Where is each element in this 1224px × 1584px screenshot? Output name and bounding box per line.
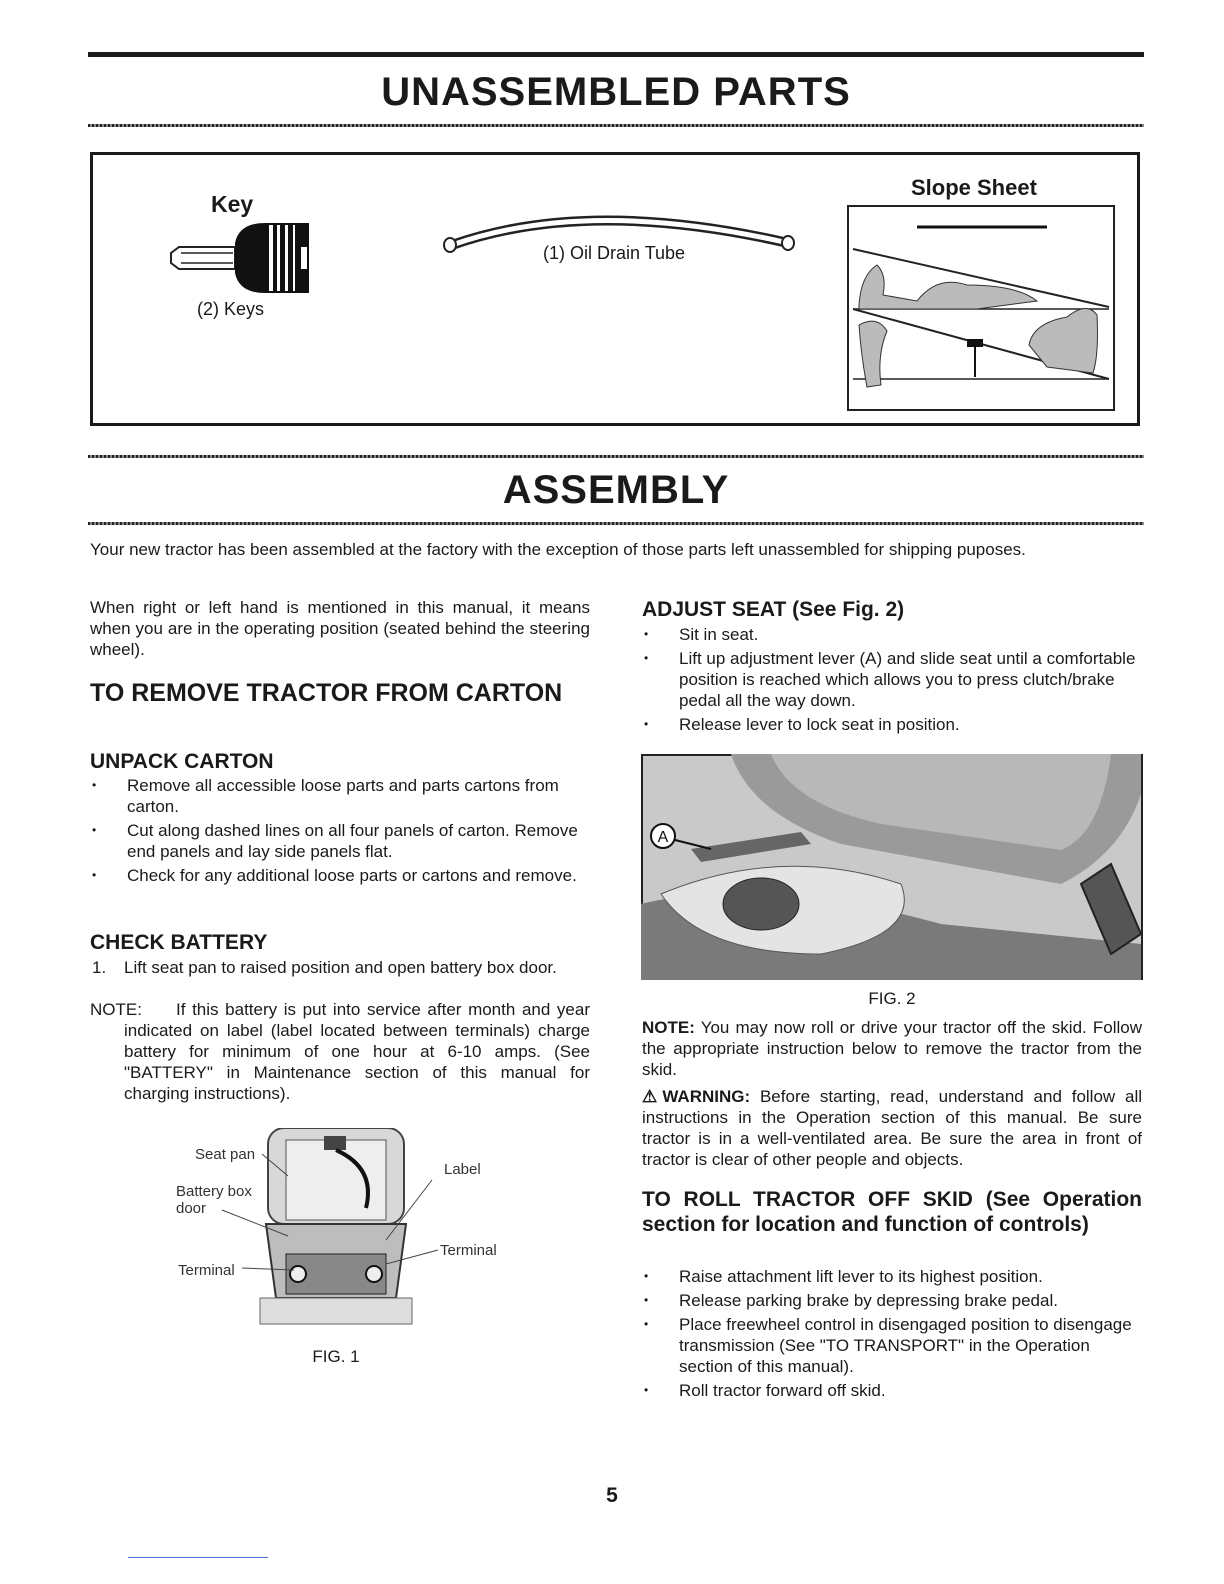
- unpack-list: [90, 775, 590, 889]
- list-item: • Place freewheel control in disengaged position to disengage transmission (See "TO TRANSPORT" in the Operation section of this manual).: [642, 1314, 1142, 1377]
- list-item: • Release lever to lock seat in position.: [642, 714, 1142, 735]
- parts-box: [90, 152, 1140, 426]
- remove-tractor-heading: TO REMOVE TRACTOR FROM CARTON: [90, 679, 563, 707]
- battery-box-label: Battery box: [176, 1183, 252, 1200]
- battery-note-label: NOTE:: [90, 1000, 142, 1019]
- label-callout: Label: [444, 1161, 481, 1178]
- list-item: • Lift up adjustment lever (A) and slide seat until a comfortable position is reached which allows you to press clutch/brake pedal all the way down.: [642, 648, 1142, 711]
- slope-sheet-image: [847, 205, 1115, 411]
- terminal-left-label: Terminal: [178, 1262, 235, 1279]
- battery-step-number: 1.: [92, 958, 107, 977]
- seat-pan-label: Seat pan: [195, 1146, 256, 1163]
- roll-tractor-heading: TO ROLL TRACTOR OFF SKID (See Operation section for location and function of controls): [642, 1188, 1142, 1236]
- list-item: • Cut along dashed lines on all four panels of carton. Remove end panels and lay side panels flat.: [90, 820, 590, 862]
- battery-door-label: door: [176, 1200, 207, 1217]
- fig2-caption: FIG. 2: [868, 989, 916, 1008]
- adjust-seat-heading: ADJUST SEAT (See Fig. 2): [642, 598, 905, 621]
- warning-block: [642, 1086, 1142, 1170]
- skid-note-text: You may now roll or drive your tractor off the skid. Follow the appropriate instruction below to remove the tractor from the skid.: [642, 1018, 1142, 1079]
- key-title: Key: [211, 191, 254, 217]
- unassembled-rule: [88, 124, 1144, 127]
- warning-icon: ⚠: [642, 1087, 663, 1106]
- list-item: • Release parking brake by depressing brake pedal.: [642, 1290, 1142, 1311]
- assembly-bottom-rule: [88, 522, 1144, 525]
- slope-sheet-title: Slope Sheet: [911, 175, 1037, 200]
- skid-note-label: NOTE:: [642, 1018, 695, 1037]
- unpack-carton-heading: UNPACK CARTON: [90, 750, 274, 773]
- top-rule: [88, 52, 1144, 57]
- footer-link-rule: [128, 1557, 268, 1558]
- list-item: • Sit in seat.: [642, 624, 1142, 645]
- key-caption: (2) Keys: [197, 299, 265, 319]
- battery-step-text: Lift seat pan to raised position and open battery box door.: [124, 958, 557, 977]
- assembly-title: ASSEMBLY: [502, 468, 730, 512]
- list-item: • Raise attachment lift lever to its highest position.: [642, 1266, 1142, 1287]
- warning-label: WARNING:: [662, 1087, 751, 1106]
- fig1-caption: FIG. 1: [312, 1347, 360, 1366]
- unassembled-title: UNASSEMBLED PARTS: [381, 70, 851, 114]
- fig2-a-label: A: [657, 829, 669, 846]
- check-battery-heading: CHECK BATTERY: [90, 931, 268, 954]
- page-number: 5: [606, 1484, 618, 1507]
- terminal-right-label: Terminal: [440, 1242, 497, 1259]
- tube-caption: (1) Oil Drain Tube: [543, 243, 686, 263]
- warning-text: Before starting, read, understand and follow all instructions in the Operation section of this manual. Be sure tractor is in a well-ventilated area. Be sure the area in front of tractor is clear of other people and objects.: [642, 1087, 1142, 1169]
- battery-note: [90, 999, 590, 1104]
- battery-note-text: If this battery is put into service after month and year indicated on label (label located between terminals) charge battery for minimum of one hour at 6-10 amps. (See "BATTERY" in Maintenance section of this manual for charging instructions).: [124, 1000, 590, 1103]
- roll-tractor-list: [642, 1266, 1142, 1404]
- list-item: • Roll tractor forward off skid.: [642, 1380, 1142, 1401]
- key-icon: [165, 217, 315, 299]
- assembly-top-rule: [88, 455, 1144, 458]
- list-item: • Remove all accessible loose parts and parts cartons from carton.: [90, 775, 590, 817]
- battery-step: [90, 957, 590, 978]
- seat-adjust-figure: [641, 754, 1143, 980]
- list-item: • Check for any additional loose parts or cartons and remove.: [90, 865, 590, 886]
- skid-note: [642, 1017, 1142, 1080]
- adjust-seat-list: [642, 624, 1142, 738]
- hand-note: When right or left hand is mentioned in this manual, it means when you are in the operating position (seated behind the steering wheel).: [90, 598, 590, 659]
- assembly-intro: Your new tractor has been assembled at the factory with the exception of those parts left unassembled for shipping puposes.: [90, 540, 1026, 559]
- fig1-leader-lines: [170, 1140, 500, 1300]
